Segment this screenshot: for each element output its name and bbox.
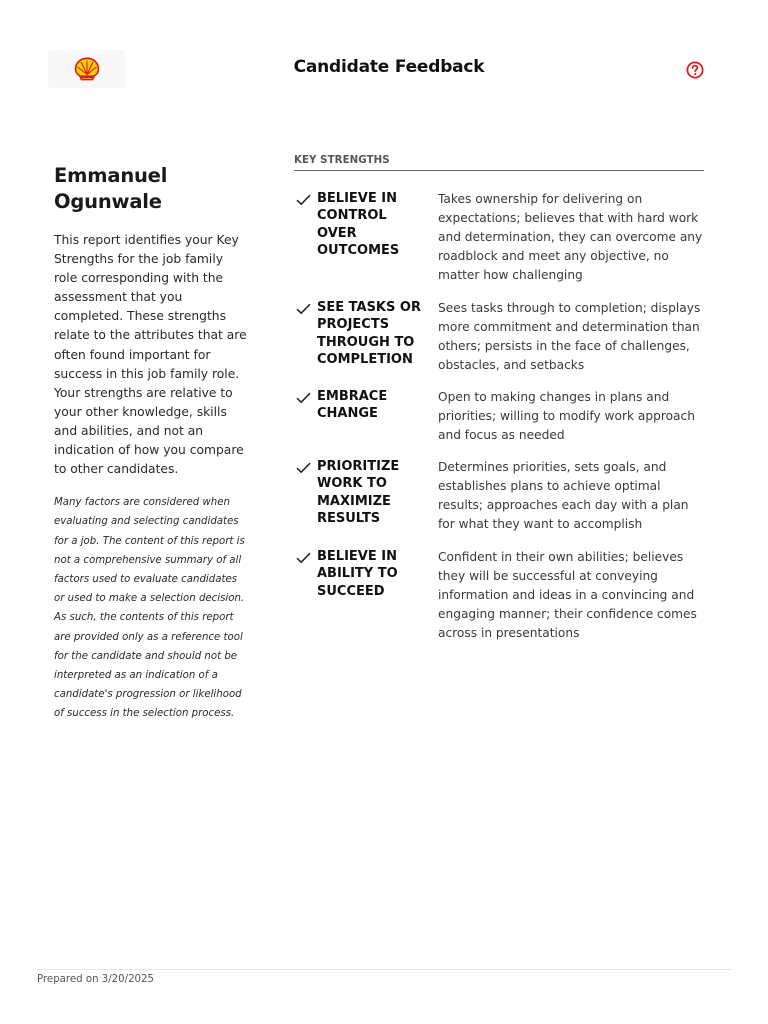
strength-title: SEE TASKS OR PROJECTS THROUGH TO COMPLETION bbox=[317, 300, 421, 367]
checkmark-icon bbox=[296, 194, 311, 206]
strength-description: Determines priorities, sets goals, and establishes plans to achieve optimal results; approaches each day with a plan for what they want to accomplish bbox=[438, 460, 689, 532]
page-title: Candidate Feedback bbox=[293, 57, 485, 77]
question-circle-icon[interactable] bbox=[685, 60, 705, 80]
prepared-date: Prepared on 3/20/2025 bbox=[37, 974, 155, 985]
report-disclaimer: Many factors are considered when evaluating and selecting candidates for a job. The content of this report is not a comprehensive summary of all factors used to evaluate candidates or used to make a selection decision. As such, the contents of this report are provided only as a reference tool for the candidate and should not be interpreted as an indication of a candidate's progression or likelihood of success in the selection process. bbox=[54, 497, 245, 720]
checkmark-icon bbox=[296, 392, 311, 404]
strength-title: BELIEVE IN CONTROL OVER OUTCOMES bbox=[317, 191, 400, 258]
strength-title: PRIORITIZE WORK TO MAXIMIZE RESULTS bbox=[317, 459, 400, 526]
key-strengths-heading: KEY STRENGTHS bbox=[294, 155, 704, 171]
strength-title: EMBRACE CHANGE bbox=[317, 389, 388, 422]
checkmark-icon bbox=[296, 462, 311, 474]
strength-description: Open to making changes in plans and priorities; willing to modify work approach and focus as needed bbox=[438, 390, 695, 443]
candidate-name: Emmanuel Ogunwale bbox=[54, 164, 168, 213]
checkmark-icon bbox=[296, 552, 311, 564]
report-intro: This report identifies your Key Strengths for the job family role corresponding with the assessment that you completed. These strengths relate to the attributes that are often found important for success in this job family role. Your strengths are relative to your other knowledge, skills and abilities, and not an indication of how you compare to other candidates. bbox=[54, 233, 247, 477]
strength-description: Confident in their own abilities; believes they will be successful at conveying information and ideas in a convincing and engaging manner; their confidence comes across in presentations bbox=[438, 550, 697, 641]
strength-description: Sees tasks through to completion; displays more commitment and determination than others; persists in the face of challenges, obstacles, and setbacks bbox=[438, 301, 701, 373]
strength-description: Takes ownership for delivering on expectations; believes that with hard work and determination, they can overcome any roadblock and meet any objective, no matter how challenging bbox=[438, 192, 703, 283]
candidate-panel bbox=[54, 163, 250, 724]
strength-title: BELIEVE IN ABILITY TO SUCCEED bbox=[317, 549, 398, 599]
page-header bbox=[0, 0, 768, 140]
checkmark-icon bbox=[296, 303, 311, 315]
key-strengths-section bbox=[294, 155, 704, 641]
footer-divider bbox=[37, 969, 732, 970]
